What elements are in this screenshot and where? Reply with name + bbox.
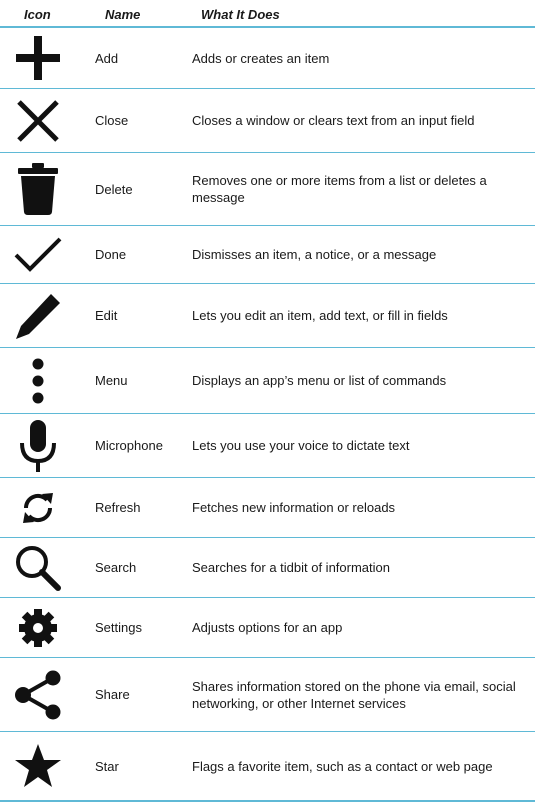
table-row <box>0 538 535 598</box>
table-row <box>0 226 535 284</box>
share-icon <box>13 670 63 720</box>
row-name: Add <box>95 50 119 66</box>
table-row <box>0 28 535 89</box>
row-name: Edit <box>95 308 118 323</box>
row-name: Search <box>95 560 137 575</box>
delete-icon <box>15 162 61 216</box>
table-row <box>0 732 535 802</box>
row-name: Settings <box>95 620 142 635</box>
row-desc: Flags a favorite item, such as a contact or web page <box>192 758 493 774</box>
close-icon <box>14 97 62 145</box>
row-name: Star <box>95 758 119 774</box>
row-name: Share <box>95 687 130 702</box>
done-icon <box>13 235 63 275</box>
row-desc: Closes a window or clears text from an input field <box>192 113 475 128</box>
table-header <box>0 0 535 28</box>
header-desc-label: What It Does <box>201 7 280 22</box>
row-name: Microphone <box>95 438 163 453</box>
row-name: Delete <box>95 181 133 197</box>
row-desc: Displays an app’s menu or list of commands <box>192 373 447 388</box>
header-icon-label: Icon <box>24 7 51 22</box>
header-name-label: Name <box>105 7 141 22</box>
settings-icon <box>18 608 58 648</box>
edit-icon <box>13 291 63 341</box>
table-row <box>0 478 535 538</box>
row-name: Done <box>95 247 127 262</box>
row-desc: Adds or creates an item <box>192 50 330 66</box>
row-desc: Removes one or more items from a list or deletes a message <box>192 173 487 205</box>
row-desc: Adjusts options for an app <box>192 620 343 635</box>
table-row <box>0 348 535 414</box>
refresh-icon <box>18 488 58 528</box>
row-desc: Fetches new information or reloads <box>192 500 396 515</box>
table-row <box>0 153 535 226</box>
table-row <box>0 414 535 478</box>
row-desc: Dismisses an item, a notice, or a message <box>192 247 437 262</box>
row-desc: Shares information stored on the phone via email, social networking, or other Internet services <box>192 678 516 711</box>
row-desc: Searches for a tidbit of information <box>192 560 390 575</box>
row-desc: Lets you use your voice to dictate text <box>192 438 410 453</box>
microphone-icon <box>18 419 58 473</box>
menu-icon <box>31 358 45 404</box>
row-name: Close <box>95 113 129 128</box>
table-row <box>0 658 535 732</box>
row-name: Refresh <box>95 500 141 515</box>
table-row <box>0 284 535 348</box>
add-icon <box>14 34 62 82</box>
row-name: Menu <box>95 373 128 388</box>
row-desc: Lets you edit an item, add text, or fill in fields <box>192 308 448 323</box>
search-icon <box>14 544 62 592</box>
table-row <box>0 598 535 658</box>
star-icon <box>14 743 62 789</box>
table-row <box>0 89 535 153</box>
